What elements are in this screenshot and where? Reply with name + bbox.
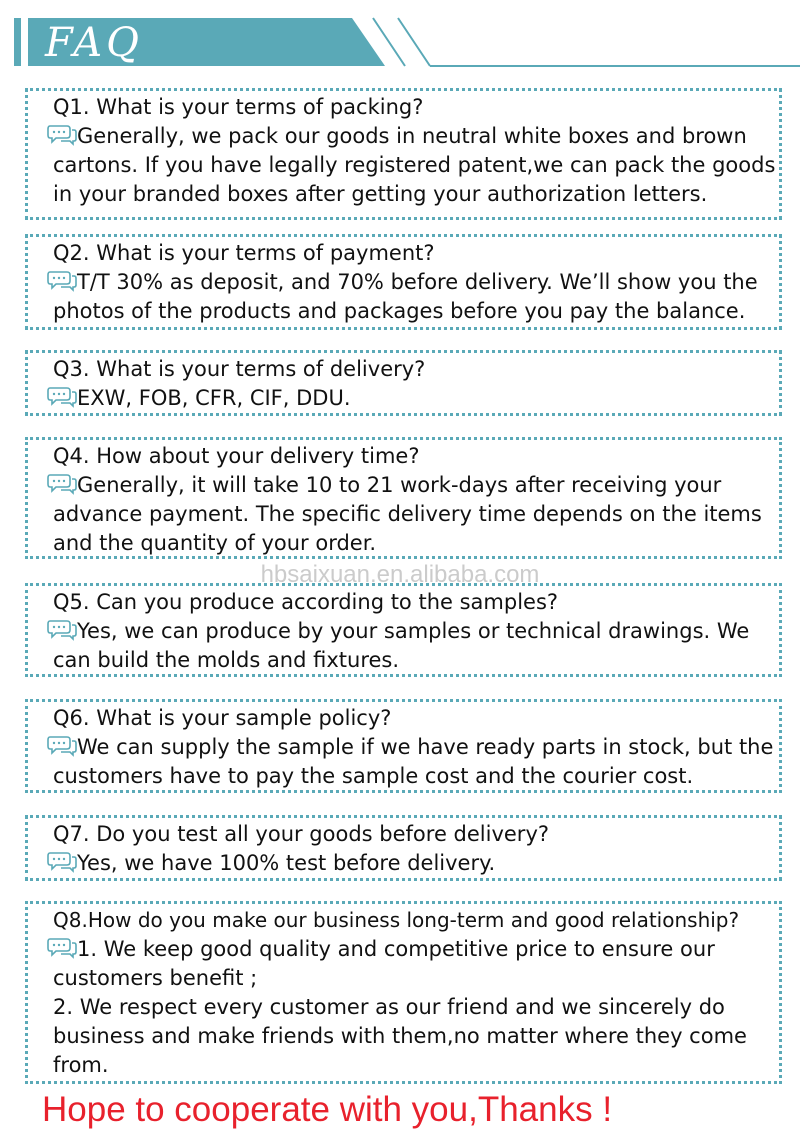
faq-question: Q1. What is your terms of packing?: [53, 95, 424, 119]
faq-answer: [53, 733, 779, 791]
faq-question: Q6. What is your sample policy?: [53, 706, 392, 730]
faq-item-5: [25, 583, 782, 677]
faq-answer-text: Yes, we can produce by your samples or technical drawings. We can build the molds and fixtures.: [53, 619, 750, 672]
faq-answer: [53, 268, 779, 326]
faq-question: Q8.How do you make our business long-term and good relationship?: [53, 908, 740, 932]
faq-answer-text: Generally, we pack our goods in neutral white boxes and brown cartons. If you have legally registered patent,we can pack the goods in your branded boxes after getting your authorization letters.: [53, 124, 776, 206]
faq-answer-text: T/T 30% as deposit, and 70% before delivery. We’ll show you the photos of the products and packages before you pay the balance.: [53, 270, 758, 323]
chat-bubble-icon: [47, 619, 77, 641]
faq-item-1: [25, 88, 782, 220]
header-slash-line-2: [398, 18, 430, 66]
faq-item-6: [25, 699, 782, 793]
chat-bubble-icon: [47, 851, 77, 873]
faq-answer: [53, 122, 779, 209]
faq-question: Q4. How about your delivery time?: [53, 444, 420, 468]
faq-header-banner: [0, 0, 800, 80]
faq-question: Q5. Can you produce according to the samples?: [53, 590, 559, 614]
faq-answer-text: We can supply the sample if we have ready parts in stock, but the customers have to pay the sample cost and the courier cost.: [53, 735, 774, 788]
chat-bubble-icon: [47, 473, 77, 495]
faq-answer-text: 1. We keep good quality and competitive price to ensure our customers benefit ;: [53, 937, 715, 990]
page-title: FAQ: [45, 20, 143, 66]
faq-answer: [53, 471, 779, 558]
faq-item-2: [25, 234, 782, 330]
watermark-text: hbsaixuan.en.alibaba.com: [260, 561, 540, 588]
faq-question: Q2. What is your terms of payment?: [53, 241, 435, 265]
faq-item-3: [25, 350, 782, 416]
faq-item-7: [25, 815, 782, 881]
faq-answer: [53, 617, 779, 675]
chat-bubble-icon: [47, 270, 77, 292]
header-accent-bar: [14, 18, 21, 66]
chat-bubble-icon: [47, 937, 77, 959]
faq-question: Q7. Do you test all your goods before delivery?: [53, 822, 550, 846]
faq-answer: [53, 935, 779, 1080]
faq-answer-text: EXW, FOB, CFR, CIF, DDU.: [77, 386, 351, 410]
faq-answer-text: Generally, it will take 10 to 21 work-days after receiving your advance payment. The specific delivery time depends on the items and the quantity of your order.: [53, 473, 762, 555]
faq-answer: [53, 384, 779, 413]
closing-message: Hope to cooperate with you,Thanks !: [42, 1090, 613, 1129]
faq-item-4: [25, 437, 782, 559]
chat-bubble-icon: [47, 124, 77, 146]
faq-answer-text: Yes, we have 100% test before delivery.: [77, 851, 496, 875]
chat-bubble-icon: [47, 386, 77, 408]
faq-answer-text: 2. We respect every customer as our friend and we sincerely do business and make friends with them,no matter where they come from.: [53, 995, 747, 1077]
faq-item-8: [25, 901, 782, 1084]
faq-answer: [53, 849, 779, 878]
faq-question: Q3. What is your terms of delivery?: [53, 357, 426, 381]
chat-bubble-icon: [47, 735, 77, 757]
